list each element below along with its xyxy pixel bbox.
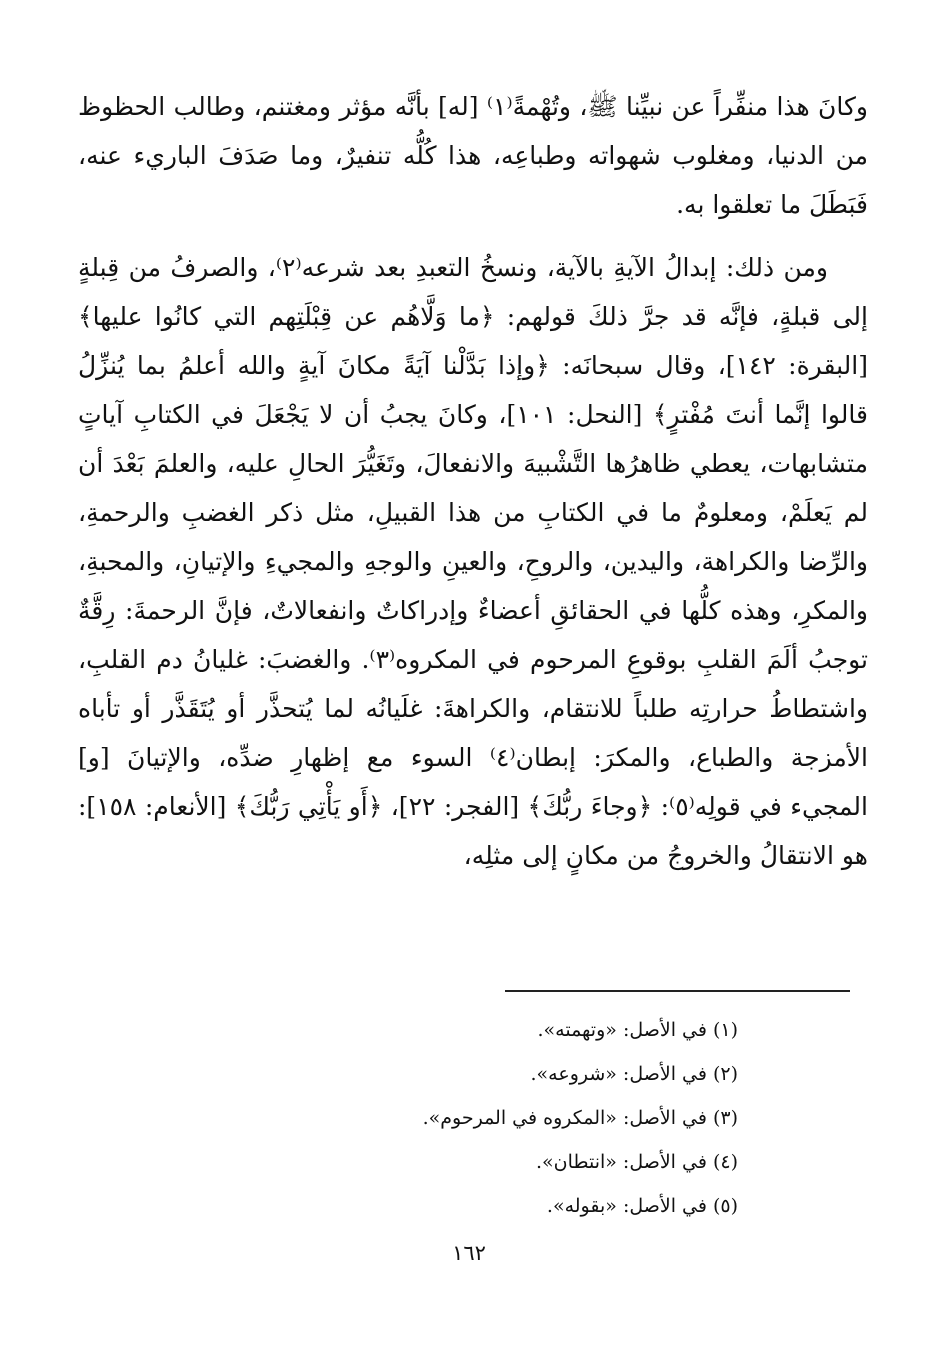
paragraph-2: ومن ذلك: إبدالُ الآيةِ بالآية، ونسخُ التعبدِ بعد شرعه⁽٢⁾، والصرفُ من قِبلةٍ إلى قبلةٍ، فإنَّه قد جرَّ ذلكَ قولهم: ﴿ما وَلَّاهُم عن قِبْلَتِهم التي كانُوا عليها﴾ [البقرة: ١٤٢]، وقال سبحانَه: ﴿وإذا بَدَّلْنا آيَةً مكانَ آيةٍ والله أعلمُ بما يُنزِّلُ قالوا إنَّما أنتَ مُفْترٍ﴾ [النحل: ١٠١]، وكانَ يجبُ أن لا يَجْعَلَ في الكتابِ آياتٍ متشابهات، يعطي ظاهرُها التَّشْبيهَ والانفعالَ، وتَغَيُّرَ الحالِ عليه، والعلمَ بَعْدَ أن لم يَعلَمْ، ومعلومٌ ما في الكتابِ من هذا القبيلِ، مثل ذكر الغضبِ والرحمةِ، والرِّضا والكراهة، واليدين، والروحِ، والعينِ والوجهِ والمجيءِ والإتيانِ، والمحبةِ، والمكرِ، وهذه كلُّها في الحقائقِ أعضاءٌ وإدراكاتٌ وانفعالاتٌ، فإنَّ الرحمةَ: رِقَّةٌ توجبُ ألَمَ القلبِ بوقوعِ المرحوم في المكروه⁽٣⁾. والغضبَ: غليانُ دم القلبِ، واشتطاطُ حرارتِه طلباً للانتقام، والكراهةَ: غلَيانُه لما يُتحذَّر أو يُتَقَذَّر أو تأباه الأمزجة والطباع، والمكرَ: إبطان⁽٤⁾ السوء مع إظهارِ ضدِّه، والإتيانَ [و] المجيء في قولِه⁽٥⁾: ﴿وجاءَ ربُّكَ﴾ [الفجر: ٢٢]، ﴿أَو يَأْتِي رَبُّكَ﴾ [الأنعام: ١٥٨]: هو الانتقالُ والخروجُ من مكانٍ إلى مثلِه، (78, 253, 868, 870)
footnote-5 (138, 1184, 738, 1228)
footnote-label: (٢) (712, 1063, 738, 1085)
footnote-label: (٣) (712, 1107, 738, 1129)
paragraph-1: وكانَ هذا منفِّراً عن نبيِّنا ﷺ، وتُهْمةً⁽١⁾ [له] بأنَّه مؤثر ومغتنم، وطالب الحظوظ من الدنيا، ومغلوب شهواته وطباعِه، هذا كُلُّه تنفيرٌ، وما صَدَفَ الباريء عنه، فَبَطَلَ ما تعلقوا به. (78, 92, 868, 219)
footnote-4 (138, 1140, 738, 1184)
footnote-1 (138, 1008, 738, 1052)
page-number: ١٦٢ (452, 1241, 486, 1265)
footnotes (138, 1008, 738, 1228)
footnote-text: في الأصل: «شروعه». (530, 1063, 707, 1085)
footnote-text: في الأصل: «وتهمته». (537, 1019, 707, 1041)
footnote-text: في الأصل: «انتطان». (535, 1151, 707, 1173)
footnote-label: (٥) (712, 1195, 738, 1217)
footnote-label: (١) (712, 1019, 738, 1041)
footnote-label: (٤) (712, 1151, 738, 1173)
footnote-separator (505, 990, 850, 992)
footnote-text: في الأصل: «بقوله». (546, 1195, 707, 1217)
footnote-3 (138, 1096, 738, 1140)
footnote-2 (138, 1052, 738, 1096)
main-text (78, 82, 868, 880)
footnote-text: في الأصل: «المكروه في المرحوم». (422, 1107, 707, 1129)
